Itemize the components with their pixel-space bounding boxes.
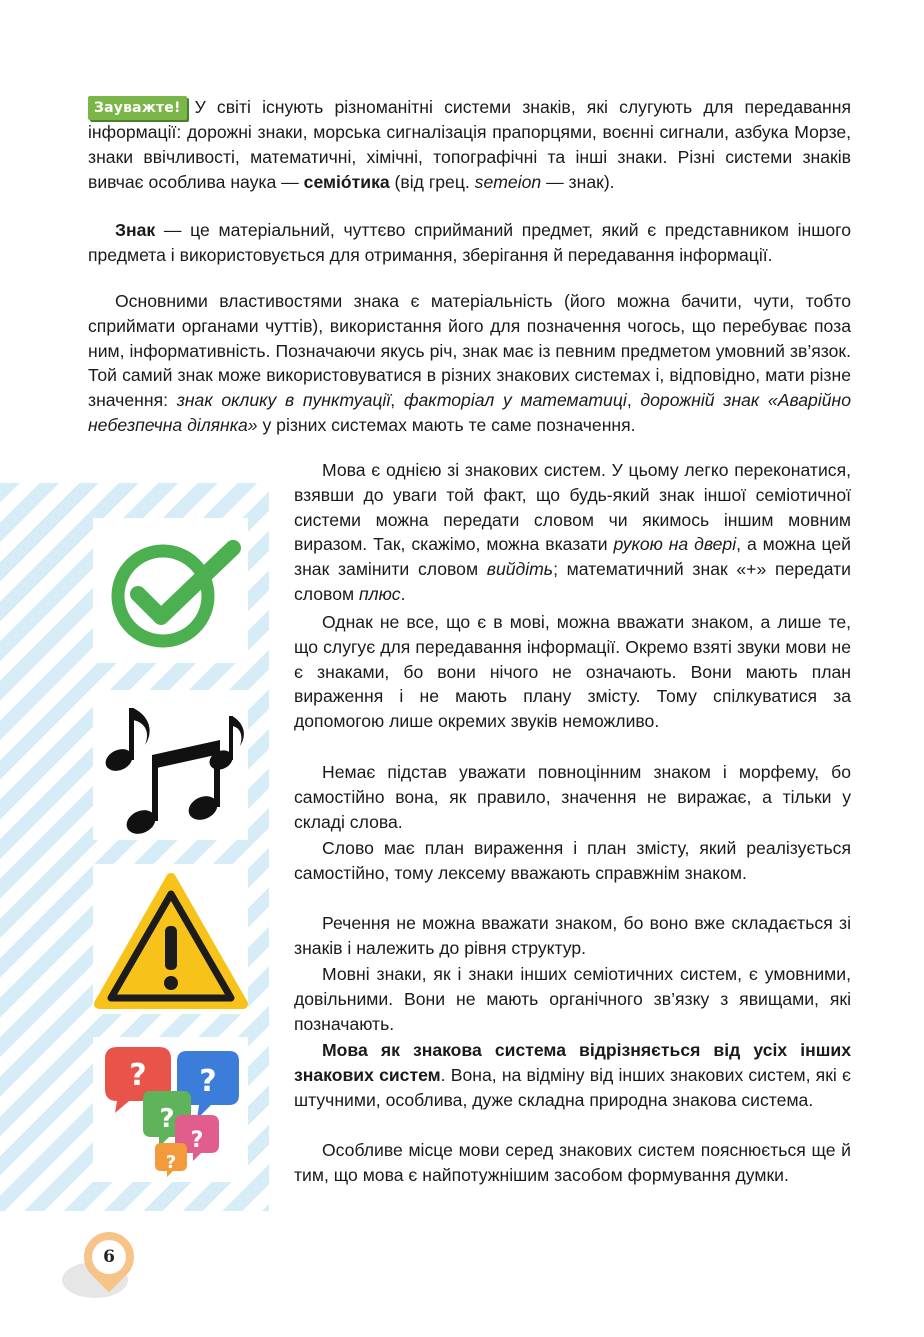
natural-system-paragraph — [294, 1038, 851, 1112]
example-point-door: рукою на двері — [613, 534, 737, 555]
warning-card — [93, 864, 248, 1014]
term-semiotics: семіóтика — [303, 171, 390, 192]
checkmark-circle-icon — [93, 518, 248, 663]
text-run: у різних системах мають те саме позначення. — [257, 414, 636, 435]
text-run: (від грец. — [389, 171, 475, 192]
svg-text:?: ? — [165, 1152, 177, 1173]
example-leave: вийдіть — [486, 559, 554, 580]
greek-word: semeion — [474, 171, 542, 192]
properties-paragraph — [88, 289, 851, 438]
page-number-marker — [62, 1232, 142, 1302]
warning-triangle-icon — [93, 864, 248, 1014]
svg-text:?: ? — [199, 1064, 217, 1099]
example-road-sign: дорожній знак «Аварійно небезпечна ділянка» — [88, 390, 851, 435]
question-bubbles-icon — [93, 1037, 248, 1182]
example-exclamation: знак оклику в пунктуації — [176, 390, 391, 411]
music-notes-icon — [93, 690, 248, 840]
text-run: , — [390, 390, 404, 411]
text-run: . — [400, 583, 406, 604]
intro-paragraph — [88, 95, 851, 194]
example-plus: плюс — [358, 583, 401, 604]
text-run: Мова є однією зі знакових систем. У цьому легко переконатися, взявши до уваги той факт, що будь-який знак іншої семіотичної системи можна передати словом чи якимось іншим мовним виразом. Так, скажімо, можна вказати — [294, 460, 851, 555]
music-notes-card — [93, 690, 248, 840]
sentence-paragraph: Речення не можна вважати знаком, бо воно вже складається зі знаків і належить до рівня структур. — [294, 913, 851, 958]
text-run: — це матеріальний, чуттєво сприйманий предмет, який є представником іншого предмета і використовується для отримання, зберігання й передавання інформації. — [88, 220, 851, 265]
sounds-paragraph: Однак не все, що є в мові, можна вважати знаком, а лише те, що слугує для передавання інформації. Окремо взяті звуки мови не є знаками, бо вони нічого не означають. Вони мають план вираження і не мають плану змісту. Тому спілкуватися за допомогою лише окремих звуків неможливо. — [294, 612, 851, 732]
thought-paragraph: Особливе місце мови серед знакових систем пояснюється ще й тим, що мова є найпотужнішим засобом формування думки. — [294, 1140, 851, 1185]
svg-text:?: ? — [129, 1058, 147, 1093]
term-sign: Знак — [115, 220, 156, 240]
questions-card — [93, 1037, 248, 1182]
text-run: ; математичний знак «+» передати словом — [294, 559, 851, 604]
page-number: 6 — [103, 1247, 115, 1267]
text-run: Основними властивостями знака є матеріальність (його можна бачити, чути, тобто сприймати органами чуттів), використання його для позначення чогось, що перебуває поза ним, інформативність. Позначаючи якусь річ, знак має із певним предметом умовний зв’язок. Той самий знак може використовуватися в різних знакових системах і, відповідно, мати різне значення: — [88, 291, 851, 411]
conventional-paragraph: Мовні знаки, як і знаки інших семіотичних систем, є умовними, довільними. Вони не мають органічного зв’язку з явищами, які позначають. — [294, 964, 851, 1034]
svg-text:?: ? — [159, 1104, 175, 1134]
text-run: , а можна цей знак замінити словом — [294, 534, 851, 580]
text-run: , — [626, 390, 641, 411]
checkmark-card — [93, 518, 248, 663]
text-run: — знак). — [541, 171, 615, 192]
word-paragraph: Слово має план вираження і план змісту, який реалізується самостійно, тому лексему вважають справжнім знаком. — [294, 838, 851, 883]
svg-text:?: ? — [190, 1128, 204, 1153]
definition-paragraph — [88, 218, 851, 268]
key-statement: Мова як знакова система відрізняється від усіх інших знакових систем — [294, 1040, 851, 1085]
text-run: . Вона, на відміну від інших знакових систем, які є штучними, особлива, дуже складна природна знакова система. — [294, 1064, 851, 1110]
language-paragraph — [294, 458, 851, 607]
example-factorial: факторіал у математиці — [403, 390, 627, 411]
note-badge: Зауважте! — [88, 96, 187, 120]
text-run: У світі існують різноманітні системи знаків, які слугують для передавання інформації: дорожні знаки, морська сигналізація прапорцями, воєнні сигнали, азбука Морзе, знаки ввічливості, математичні, хімічні, топографічні та інші знаки. Різні системи знаків вивчає особлива наука — — [88, 97, 851, 192]
morpheme-paragraph: Немає підстав уважати повноцінним знаком і морфему, бо самостійно вона, як правило, значення не виражає, а тільки у складі слова. — [294, 762, 851, 832]
